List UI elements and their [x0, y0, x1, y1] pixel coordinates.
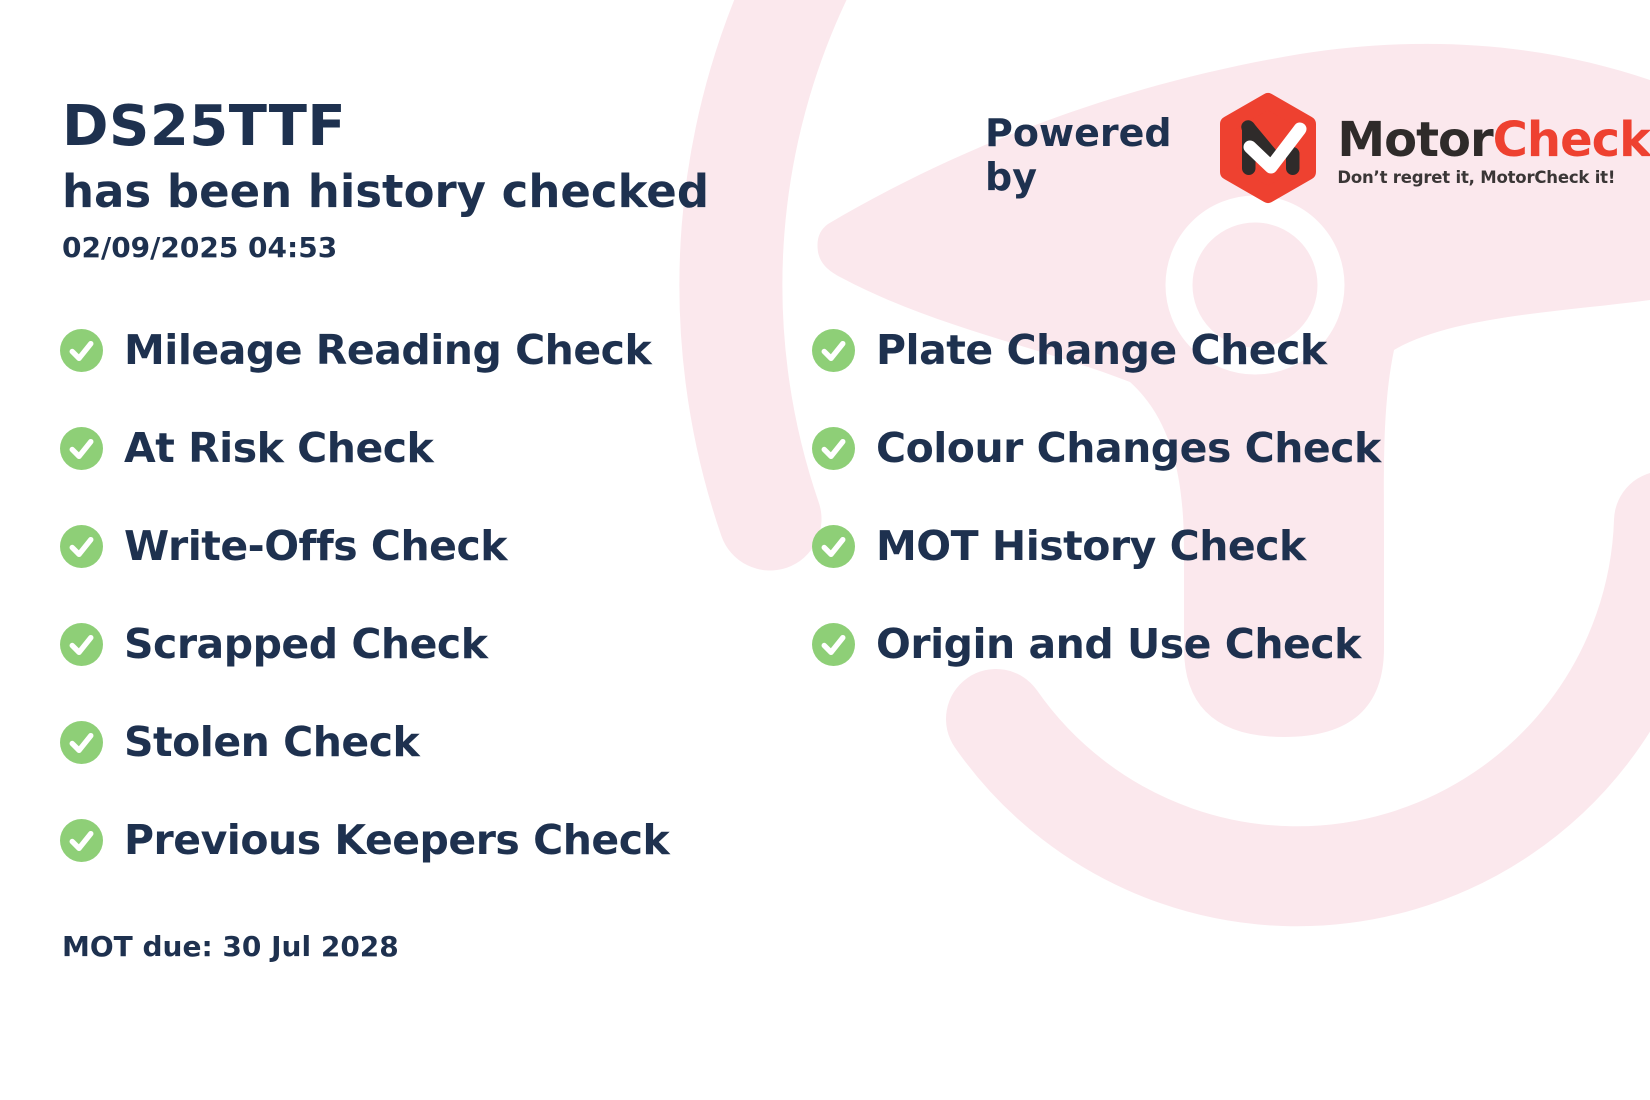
vehicle-registration: DS25TTF [62, 94, 347, 159]
check-item-label: Scrapped Check [124, 620, 488, 668]
brand-text-block [1337, 111, 1650, 187]
check-list-item [812, 618, 1381, 670]
check-item-label: Stolen Check [124, 718, 420, 766]
brand-tagline: Don’t regret it, MotorCheck it! [1337, 167, 1616, 187]
check-list-item [60, 520, 669, 572]
check-list-item [60, 618, 669, 670]
motorcheck-hexagon-logo-icon [1215, 92, 1321, 204]
check-item-label: MOT History Check [876, 522, 1306, 570]
green-check-circle-icon [812, 329, 855, 372]
brand-wordmark [1337, 111, 1650, 168]
check-list-left [60, 324, 669, 912]
brand-wordmark-motor: Motor [1337, 111, 1493, 168]
check-list-item [60, 814, 669, 866]
check-list-item [60, 324, 669, 376]
check-item-label: At Risk Check [124, 424, 434, 472]
check-list-item [60, 716, 669, 768]
header [62, 96, 709, 264]
check-list-item [60, 422, 669, 474]
check-list-item [812, 520, 1381, 572]
check-item-label: Colour Changes Check [876, 424, 1381, 472]
check-timestamp: 02/09/2025 04:53 [62, 231, 338, 265]
green-check-circle-icon [60, 819, 103, 862]
brand-wordmark-check: Check [1492, 111, 1650, 168]
green-check-circle-icon [812, 427, 855, 470]
check-item-label: Write-Offs Check [124, 522, 508, 570]
check-item-label: Mileage Reading Check [124, 326, 652, 374]
powered-by-label: Powered by [985, 111, 1172, 199]
check-item-label: Origin and Use Check [876, 620, 1361, 668]
green-check-circle-icon [812, 525, 855, 568]
green-check-circle-icon [812, 623, 855, 666]
page-title: has been history checked [62, 164, 710, 218]
check-list-item [812, 422, 1381, 474]
green-check-circle-icon [60, 721, 103, 764]
mot-due-label: MOT due: 30 Jul 2028 [62, 930, 399, 963]
green-check-circle-icon [60, 525, 103, 568]
check-item-label: Plate Change Check [876, 326, 1327, 374]
check-item-label: Previous Keepers Check [124, 816, 670, 864]
green-check-circle-icon [60, 427, 103, 470]
green-check-circle-icon [60, 329, 103, 372]
brand-bar [985, 92, 1650, 204]
green-check-circle-icon [60, 623, 103, 666]
check-list-right [812, 324, 1381, 716]
check-list-item [812, 324, 1381, 376]
